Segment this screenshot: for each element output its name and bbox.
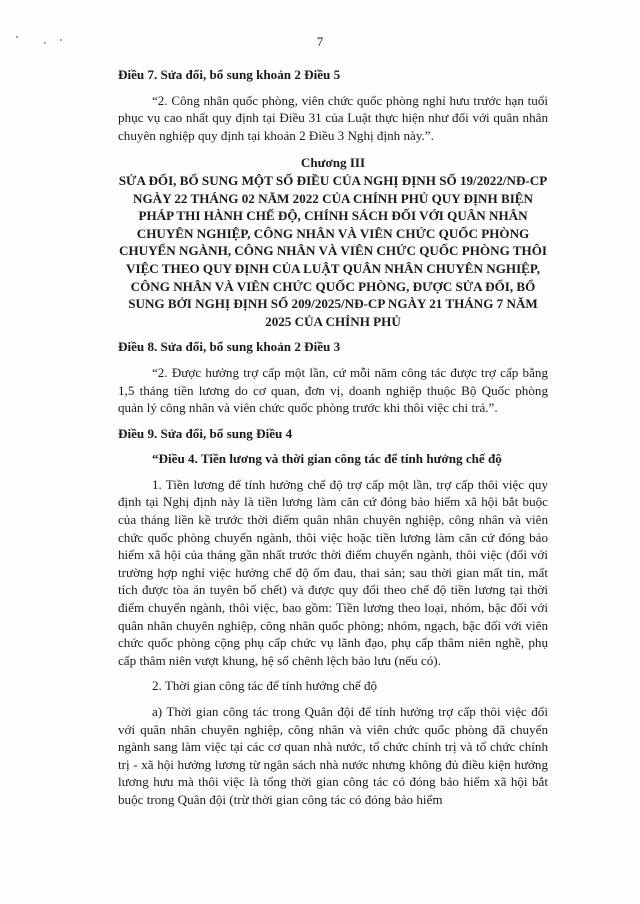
article-8-body: “2. Được hưởng trợ cấp một lần, cứ mỗi năm công tác được trợ cấp bằng 1,5 tháng tiền lương do cơ quan, đơn vị, doanh nghiệp thuộc Bộ Quốc phòng quản lý công nhân và viên chức quốc phòng trước khi thôi việc chi trả.”.	[118, 364, 548, 416]
article-9-paragraph-2a: a) Thời gian công tác trong Quân đội để tính hưởng trợ cấp thôi việc đối với quân nhân chuyên nghiệp, công nhân và viên chức quốc phòng đã chuyển ngành sang làm việc tại các cơ quan nhà nước, tổ chức chính trị và tổ chức chính trị - xã hội hưởng lương từ ngân sách nhà nước nhưng không đủ điều kiện hưởng lương hưu mà thôi việc là tổng thời gian công tác có đóng bảo hiểm xã hội bắt buộc trong Quân đội (trừ thời gian công tác có đóng bảo hiểm	[118, 704, 548, 807]
document-body	[118, 66, 548, 809]
page-number: 7	[316, 34, 324, 49]
chapter-title: SỬA ĐỔI, BỔ SUNG MỘT SỐ ĐIỀU CỦA NGHỊ ĐỊNH SỐ 19/2022/NĐ-CP NGÀY 22 THÁNG 02 NĂM 2022 CỦA CHÍNH PHỦ QUY ĐỊNH BIỆN PHÁP THI HÀNH CHẾ ĐỘ, CHÍNH SÁCH ĐỐI VỚI QUÂN NHÂN CHUYÊN NGHIỆP, CÔNG NHÂN VÀ VIÊN CHỨC QUỐC PHÒNG CHUYỂN NGÀNH, CÔNG NHÂN VÀ VIÊN CHỨC QUỐC PHÒNG THÔI VIỆC THEO QUY ĐỊNH CỦA LUẬT QUÂN NHÂN CHUYÊN NGHIỆP, CÔNG NHÂN VÀ VIÊN CHỨC QUỐC PHÒNG, ĐƯỢC SỬA ĐỔI, BỔ SUNG BỞI NGHỊ ĐỊNH SỐ 209/2025/NĐ-CP NGÀY 21 THÁNG 7 NĂM 2025 CỦA CHÍNH PHỦ	[118, 172, 548, 329]
article-9-subheading: “Điều 4. Tiền lương và thời gian công tác để tính hưởng chế độ	[152, 451, 502, 467]
article-9-heading: Điều 9. Sửa đổi, bổ sung Điều 4	[118, 425, 293, 441]
article-9-paragraph-1: 1. Tiền lương để tính hưởng chế độ trợ cấp một lần, trợ cấp thôi việc quy định tại Nghị định này là tiền lương làm căn cứ đóng bảo hiểm xã hội bắt buộc của tháng liền kề trước thời điểm quân nhân chuyên nghiệp, công nhân và viên chức quốc phòng chuyển ngành, thôi việc hoặc tiền lương làm căn cứ đóng bảo hiểm xã hội của tháng gần nhất trước thời điểm chuyển ngành, thôi việc (đối với trường hợp nghỉ việc hưởng chế độ ốm đau, thai sản; sau thời gian mất tin, mất tích được tòa án tuyên bố chết) và được quy đổi theo chế độ tiền lương tại thời điểm chuyển ngành, thôi việc, bao gồm: Tiền lương theo loại, nhóm, bậc đối với quân nhân chuyên nghiệp, công nhân quốc phòng; nhóm, ngạch, bậc đối với viên chức quốc phòng cộng phụ cấp chức vụ lãnh đạo, phụ cấp thâm niên nghề, phụ cấp thâm niên vượt khung, hệ số chênh lệch bảo lưu (nếu có).	[118, 476, 548, 668]
article-8-heading: Điều 8. Sửa đổi, bổ sung khoản 2 Điều 3	[118, 339, 341, 355]
article-9-paragraph-2: 2. Thời gian công tác để tính hưởng chế độ	[152, 678, 378, 694]
chapter-label: Chương III	[300, 155, 366, 171]
article-7-body: “2. Công nhân quốc phòng, viên chức quốc phòng nghỉ hưu trước hạn tuổi phục vụ cao nhất quy định tại Điều 31 của Luật thực hiện như đối với quân nhân chuyên nghiệp quy định tại khoản 2 Điều 3 Nghị định này.”.	[118, 92, 548, 143]
article-7-heading: Điều 7. Sửa đổi, bổ sung khoản 2 Điều 5	[118, 67, 341, 82]
